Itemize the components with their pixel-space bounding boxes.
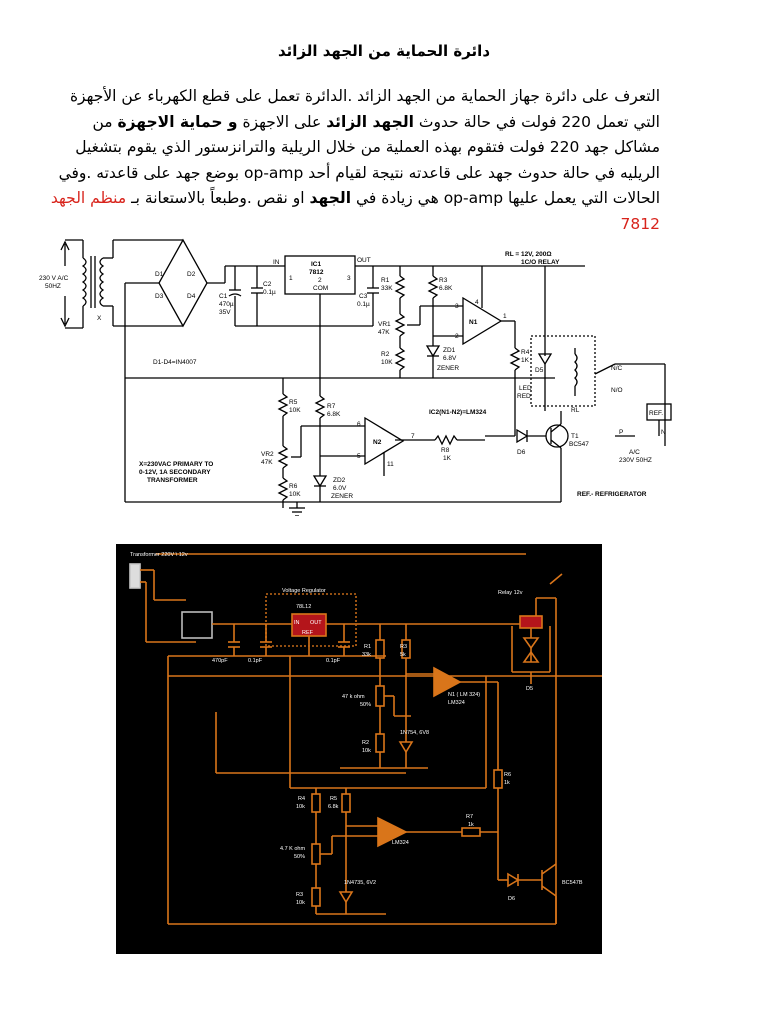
fig1-label: 230V 50HZ [619,457,652,464]
fig2-label: R3 [400,644,408,650]
fig1-label: 47K [378,329,390,336]
fig2-label: 50% [360,702,372,708]
fig2-label: 47 k ohm [342,694,365,700]
fig2-label: 1k [468,822,474,828]
fig2-label: R2 [362,740,370,746]
fig1-label: 6 [357,421,361,428]
fig2-label: 33k [362,652,371,658]
fig2-label: 1N4735, 6V2 [344,880,377,886]
fig2-label: R6 [504,772,512,778]
fig2-label: R7 [466,814,474,820]
fig1-label: 470µ [219,301,234,308]
fig2-label: 0.1pF [326,658,341,664]
para-text: من مشاكل جهد 220 فولت فتقوم بهذه العملية من خلال الريلية والترانزستور الذي يقوم بتشغيل الريليه في حالة حدوث جهد على قاعدته نتيجة لقيام أحد [75,112,660,182]
para-bold: و حماية الاجهزة [117,112,238,131]
fig1-label: 1 [503,313,507,320]
fig1-label: BC547 [569,441,589,448]
fig1-label: IC2(N1-N2)=LM324 [429,409,487,416]
fig1-label: 6.8V [443,355,457,362]
para-text: هي زيادة في [351,189,444,207]
fig1-label: D1-D4=IN4007 [153,359,197,366]
fig1-label: ZD1 [443,347,456,354]
fig1-label: 50HZ [45,283,61,290]
fig2-label: 10k [362,748,371,754]
fig1-label: 3 [455,303,459,310]
fig2-label: Relay 12v [498,590,523,596]
fig1-label: X=230VAC PRIMARY TO [139,461,214,468]
fig1-label: REF. [649,410,664,417]
fig1-label: 1C/O RELAY [521,259,560,266]
fig2-label: R5 [330,796,338,802]
fig1-label: 10K [289,491,301,498]
fig1-label: 10K [289,407,301,414]
fig1-label: 5 [357,453,361,460]
fig1-label: 1K [443,455,451,462]
fig2-label: D5 [526,686,534,692]
fig1-label: TRANSFORMER [147,477,198,484]
fig1-label: LED [519,385,532,392]
fig1-label: D6 [517,449,526,456]
fig1-label: R8 [441,447,450,454]
fig1-label: N1 [469,319,478,326]
fig1-label: 7812 [309,269,324,276]
fig2-label: 0.1pF [248,658,263,664]
fig1-label: 11 [387,461,394,468]
fig2-label: D6 [508,896,516,902]
schematic-diagram-2 [116,544,602,954]
para-text: التعرف على دائرة جهاز الحماية من الجهد الزائد .الدائرة تعمل على قطع الكهرباء عن الأجهزة التي تعمل 220 فولت في حالة حدوث [69,87,660,131]
fig1-label: 35V [219,309,231,316]
fig1-label: 6.8K [327,411,341,418]
opamp-term: op-amp [244,163,304,182]
fig1-label: N/O [611,387,623,394]
fig1-label: VR1 [378,321,391,328]
fig1-label: 0.1µ [263,289,276,296]
fig1-label: R4 [521,349,530,356]
fig1-label: N2 [373,439,382,446]
fig1-label: D5 [535,367,544,374]
fig1-label: IC1 [311,261,322,268]
fig1-label: R5 [289,399,298,406]
fig1-label: X [97,315,102,322]
fig1-label: 0.1µ [357,301,370,308]
fig1-label: 33K [381,285,393,292]
regulator-link-text: منظم الجهد 7812 [50,189,660,233]
fig1-label: 10K [381,359,393,366]
fig1-label: 230 V A/C [39,275,69,282]
fig2-label: 1k [504,780,510,786]
fig2-label: 4.7 K ohm [280,846,306,852]
fig2-label: Transformer 220V \ 12v [130,552,188,558]
fig1-label: T1 [571,433,579,440]
fig1-label: OUT [357,257,371,264]
fig2-label: 6.8k [328,804,339,810]
fig1-label: 7 [411,433,415,440]
fig2-label: LM324 [448,700,465,706]
fig1-label: D1 [155,271,164,278]
fig2-label: 78L12 [296,604,312,610]
intro-paragraph [50,84,660,237]
fig1-label: R6 [289,483,298,490]
fig2-label: OUT [310,620,322,626]
fig2-label: N1 ( LM 324) [448,692,481,698]
fig1-label: VR2 [261,451,274,458]
fig2-label: BC547B [562,880,583,886]
fig2-label: 1N754, 6V8 [400,730,430,736]
fig2-label: R4 [298,796,306,802]
fig1-label: D2 [187,271,196,278]
fig1-label: ZENER [331,493,354,500]
fig1-label: ZD2 [333,477,346,484]
fig2-label: LM324 [392,840,409,846]
fig2-label: Voltage Regulator [282,588,326,594]
fig1-label: 1K [521,357,529,364]
fig1-label: 3 [347,275,351,282]
fig1-label: ZENER [437,365,460,372]
fig2-label: IN [294,620,300,626]
fig2-label: R3 [296,892,304,898]
fig1-label: 0-12V, 1A SECONDARY [139,469,211,476]
fig1-label: R1 [381,277,390,284]
fig1-label: COM [313,285,329,292]
fig1-label: D4 [187,293,196,300]
fig1-label: IN [273,259,280,266]
para-text: او نقص .وطبعاً بالاستعانة بـ [126,189,310,207]
fig2-label: 50% [294,854,306,860]
para-text: على الاجهزة [237,112,327,131]
fig1-label: R2 [381,351,390,358]
fig2-label: 10k [296,900,305,906]
fig2-label: 5k [400,652,406,658]
fig1-label: 2 [455,333,459,340]
para-text: بوضع جهد على قاعدته .وفي الحالات التي يعمل عليها [58,163,660,207]
fig1-label: RL [571,407,580,414]
fig1-label: R3 [439,277,448,284]
fig1-label: 6.0V [333,485,347,492]
fig1-label: RED [517,393,531,400]
fig1-label: P [619,429,624,436]
fig2-label: 10k [296,804,305,810]
fig1-label: C3 [359,293,368,300]
para-bold: الجهد الزائد [326,112,414,131]
fig1-label: RL = 12V, 200Ω [505,251,552,258]
opamp-term: op-amp [443,189,504,207]
fig1-label: N [661,429,666,436]
fig1-label: N/C [611,365,623,372]
fig2-label: R1 [364,644,372,650]
fig1-label: D3 [155,293,164,300]
fig1-label: A/C [629,449,640,456]
schematic-diagram-1 [35,236,675,516]
para-bold: الجهد [309,189,352,207]
fig2-label: REF [302,630,313,636]
fig1-label: C1 [219,293,228,300]
fig1-label: 6.8K [439,285,453,292]
fig1-label: 47K [261,459,273,466]
page-title: دائرة الحماية من الجهد الزائد [277,42,491,60]
fig1-label: 2 [318,277,322,284]
fig1-label: R7 [327,403,336,410]
fig2-label: 470pF [212,658,228,664]
fig1-label: C2 [263,281,272,288]
fig1-label: 4 [475,299,479,306]
fig1-label: REF.- REFRIGERATOR [577,491,647,498]
fig1-label: 1 [289,275,293,282]
